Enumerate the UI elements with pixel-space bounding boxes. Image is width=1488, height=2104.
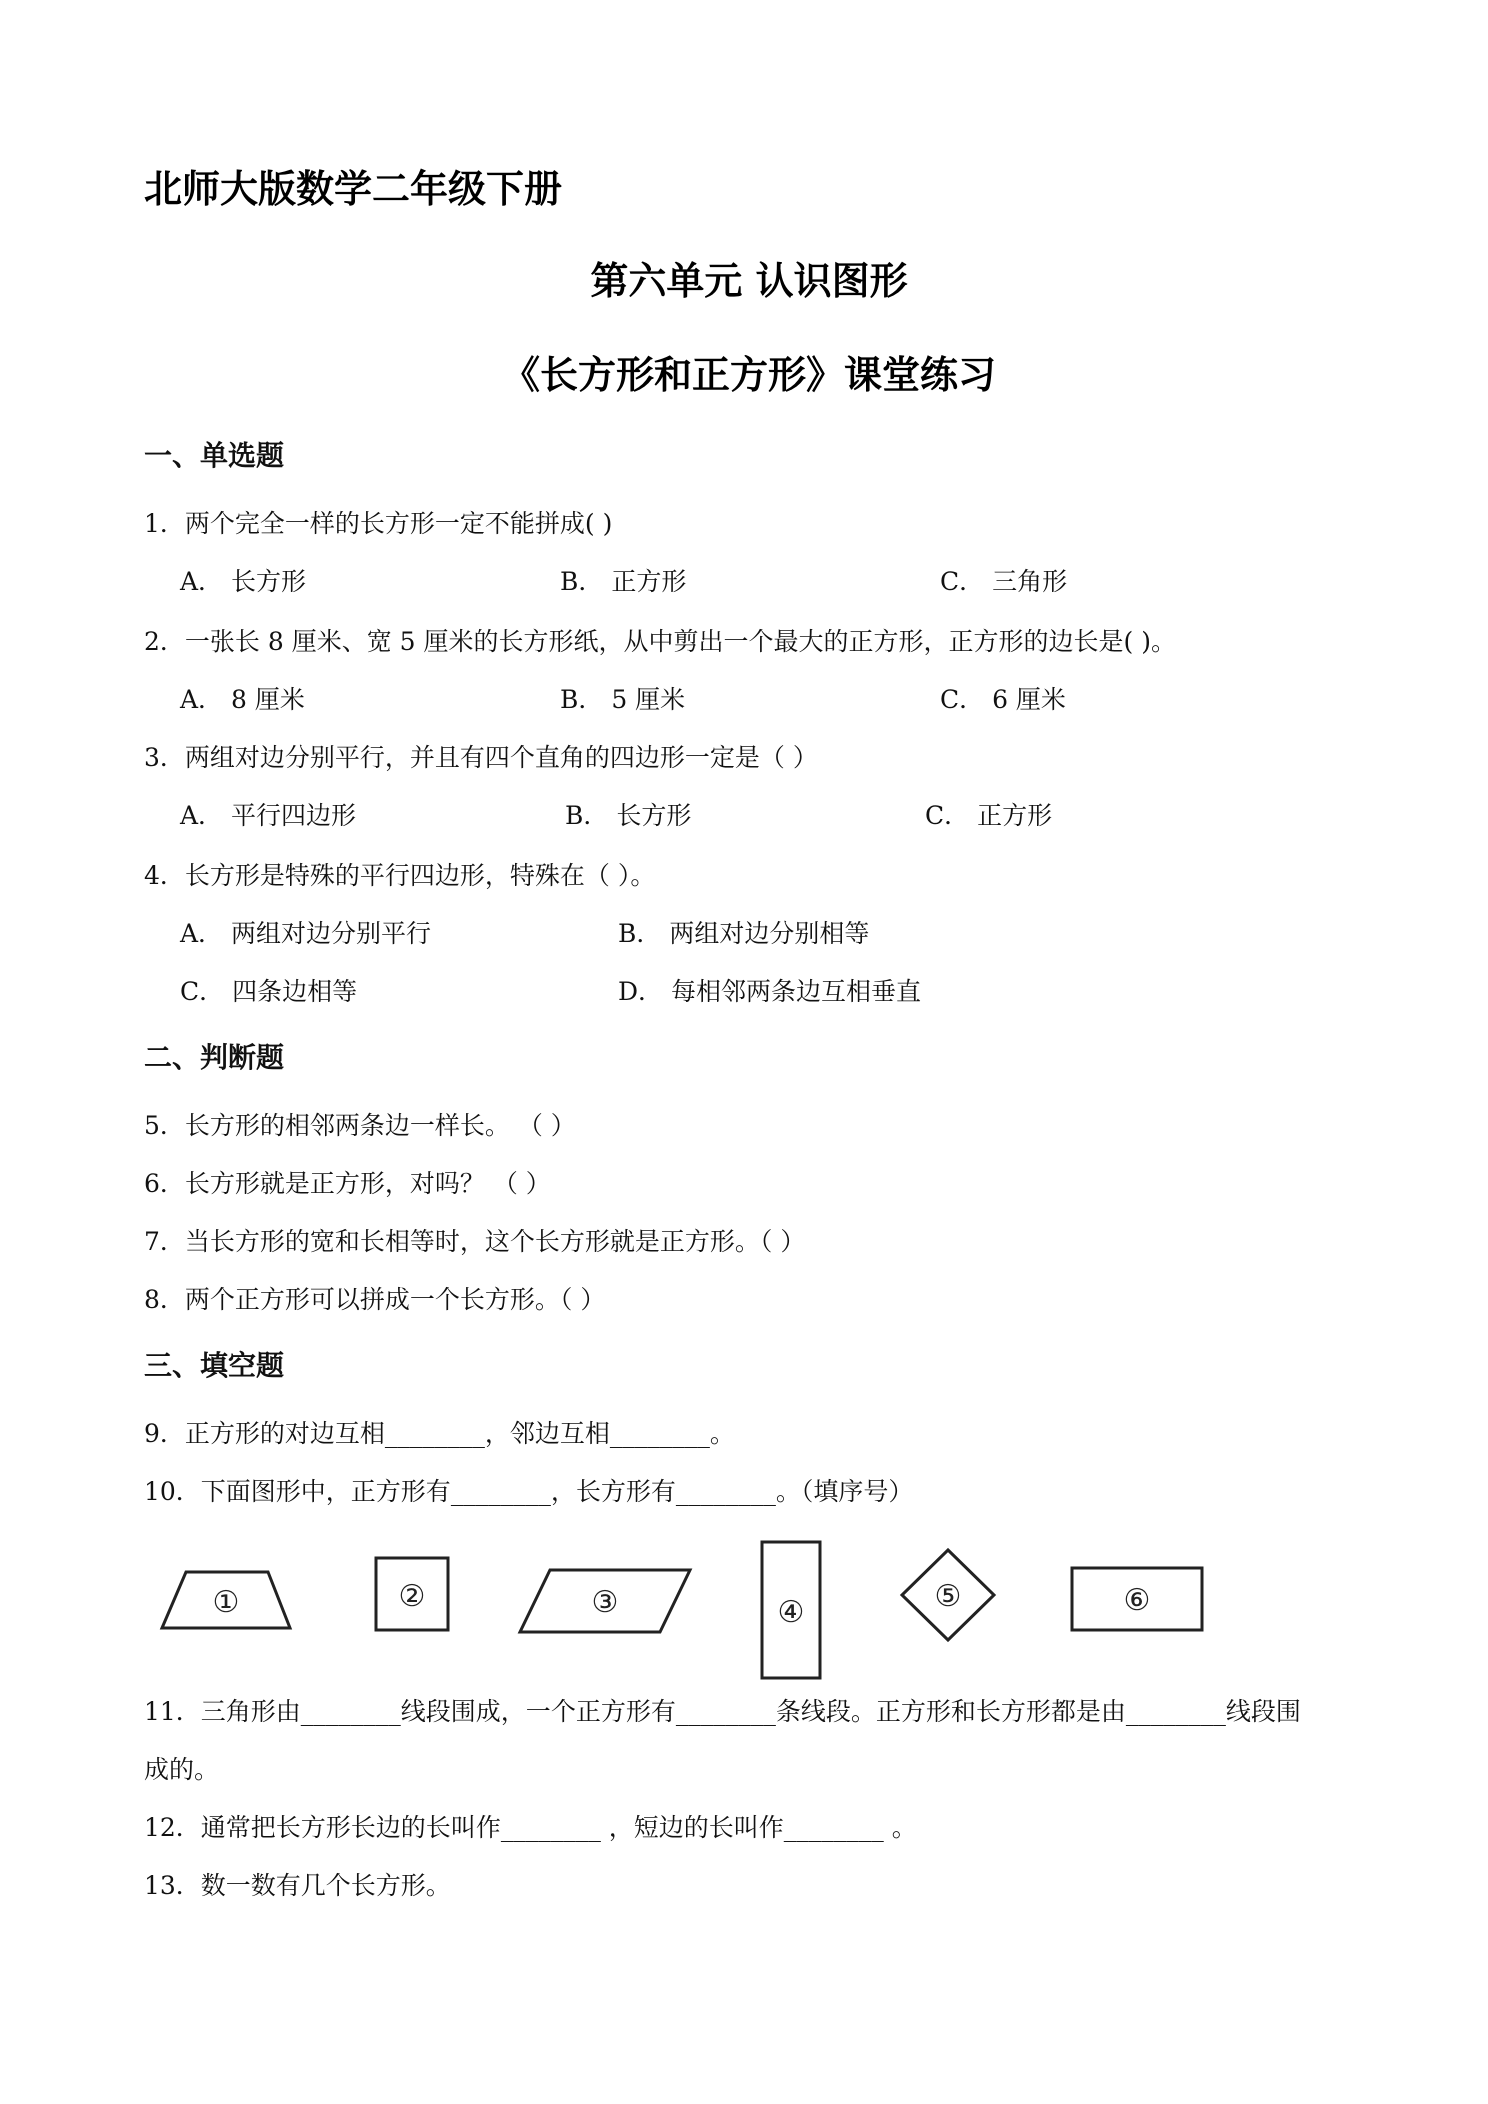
question-7: 7．当长方形的宽和长相等时，这个长方形就是正方形。（ ） — [144, 1227, 806, 1256]
question-2-option-b[interactable]: B． 5 厘米 — [560, 685, 686, 714]
section-true-false: 二、判断题 — [144, 1041, 285, 1074]
question-4-option-d[interactable]: D． 每相邻两条边互相垂直 — [618, 977, 921, 1006]
figure-label-3: ③ — [591, 1585, 619, 1620]
question-12: 12．通常把长方形长边的长叫作________ ，短边的长叫作________ 。 — [144, 1813, 917, 1842]
question-3-option-c[interactable]: C． 正方形 — [925, 801, 1053, 830]
question-5: 5．长方形的相邻两条边一样长。 （ ） — [144, 1111, 576, 1140]
question-2: 2．一张长 8 厘米、宽 5 厘米的长方形纸，从中剪出一个最大的正方形，正方形的边长是( )。 — [144, 627, 1176, 656]
question-13: 13．数一数有几个长方形。 — [144, 1871, 451, 1900]
question-6: 6．长方形就是正方形，对吗？ （ ） — [144, 1169, 551, 1198]
section-fill-blank: 三、填空题 — [144, 1349, 285, 1382]
question-2-option-a[interactable]: A． 8 厘米 — [180, 685, 305, 714]
question-1: 1．两个完全一样的长方形一定不能拼成( ) — [144, 509, 613, 538]
figure-label-2: ② — [398, 1579, 426, 1614]
question-3-option-a[interactable]: A． 平行四边形 — [180, 801, 357, 830]
question-10: 10．下面图形中，正方形有________，长方形有________。（填序号） — [144, 1477, 914, 1506]
question-11-continued: 成的。 — [144, 1755, 220, 1784]
question-2-option-c[interactable]: C． 6 厘米 — [940, 685, 1066, 714]
question-1-option-c[interactable]: C． 三角形 — [940, 567, 1068, 596]
figure-label-1: ① — [212, 1585, 240, 1620]
shape-figures — [150, 1540, 1250, 1680]
question-8: 8．两个正方形可以拼成一个长方形。（ ） — [144, 1285, 606, 1314]
question-1-option-b[interactable]: B． 正方形 — [560, 567, 687, 596]
question-4-option-a[interactable]: A． 两组对边分别平行 — [180, 919, 432, 948]
question-4: 4．长方形是特殊的平行四边形，特殊在（ ）。 — [144, 861, 656, 890]
question-3: 3．两组对边分别平行，并且有四个直角的四边形一定是（ ） — [144, 743, 818, 772]
figure-label-5: ⑤ — [934, 1579, 962, 1614]
unit-title: 第六单元 认识图形 — [590, 259, 908, 303]
question-4-option-c[interactable]: C． 四条边相等 — [180, 977, 358, 1006]
question-4-option-b[interactable]: B． 两组对边分别相等 — [618, 919, 870, 948]
section-single-choice: 一、单选题 — [144, 439, 285, 472]
question-9: 9．正方形的对边互相________，邻边互相________。 — [144, 1419, 735, 1448]
question-11: 11．三角形由________线段围成，一个正方形有________条线段。正方形和长方形都是由________线段围 — [144, 1697, 1301, 1726]
book-title: 北师大版数学二年级下册 — [144, 167, 563, 211]
question-1-option-a[interactable]: A． 长方形 — [180, 567, 307, 596]
figure-label-4: ④ — [777, 1595, 805, 1630]
lesson-title: 《长方形和正方形》课堂练习 — [501, 353, 996, 397]
question-3-option-b[interactable]: B． 长方形 — [565, 801, 692, 830]
figure-label-6: ⑥ — [1123, 1583, 1151, 1618]
